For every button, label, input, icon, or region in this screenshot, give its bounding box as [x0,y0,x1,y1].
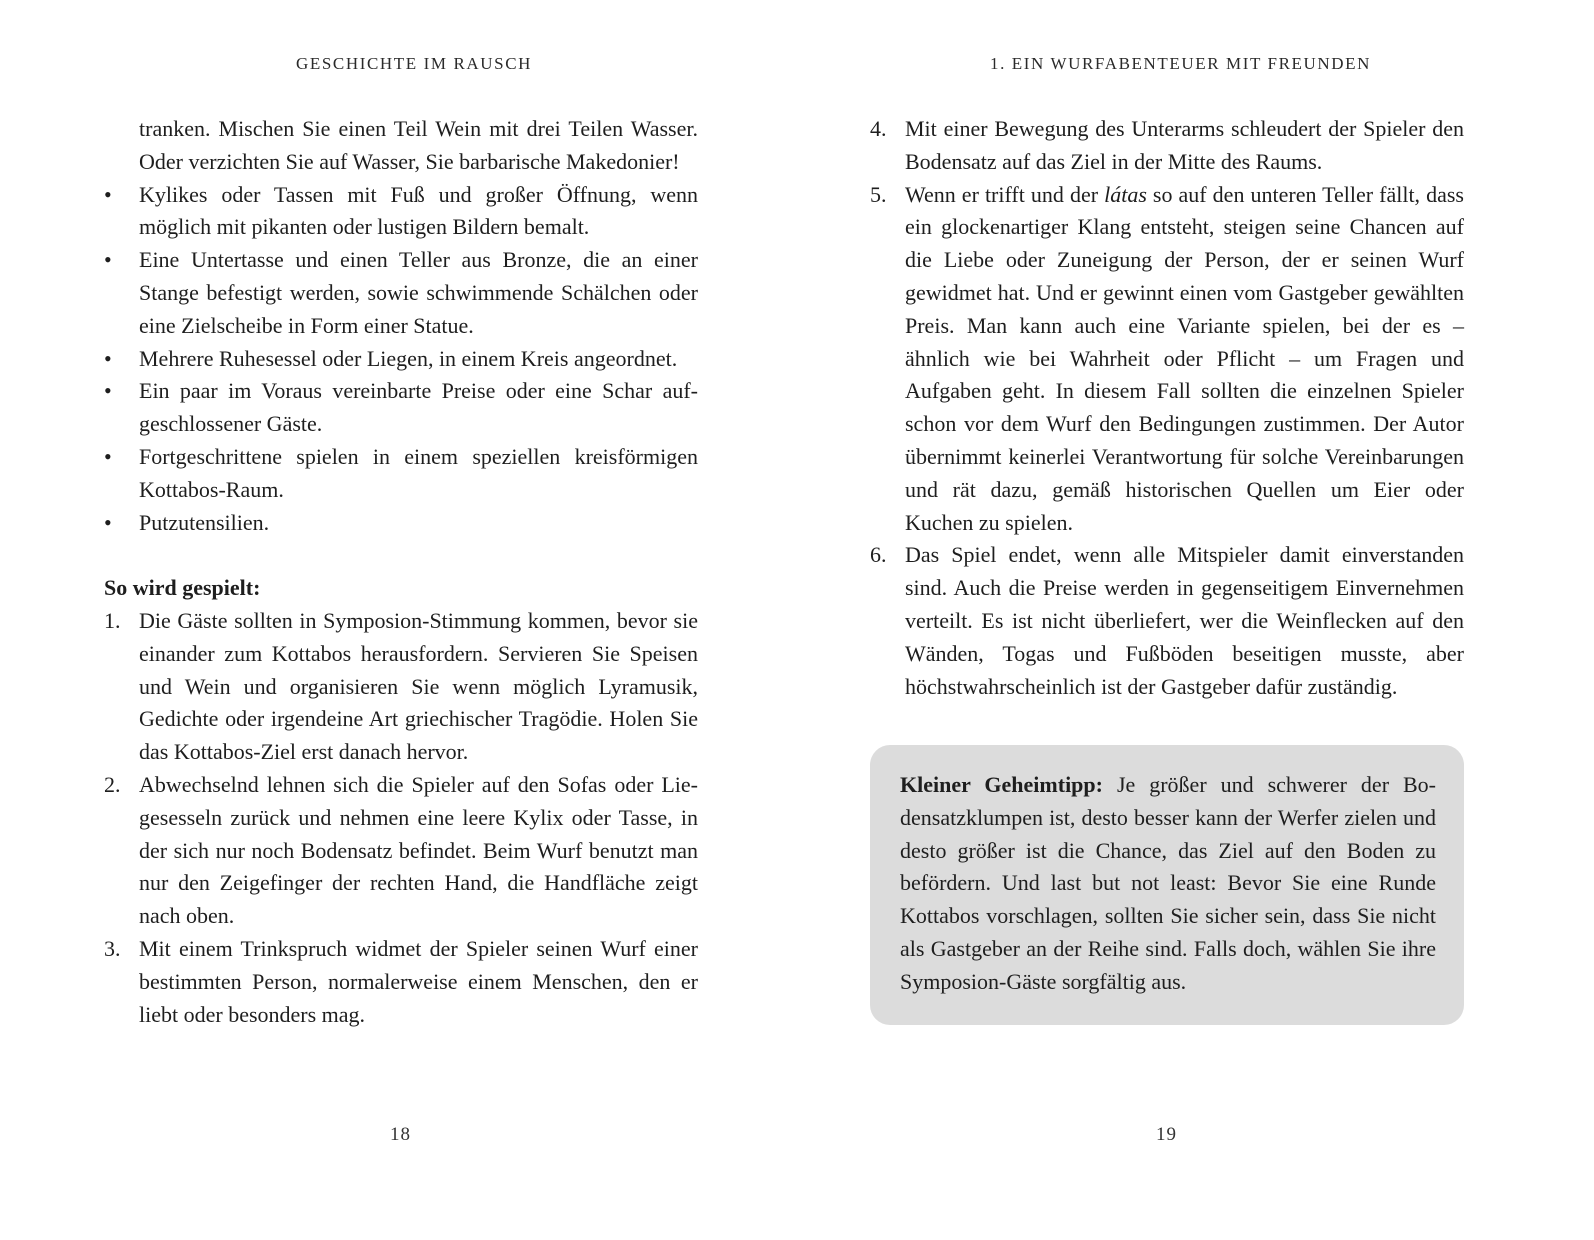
step-text: Abwechselnd lehnen sich die Spieler auf den Sofas oder Liegesesseln zurück und nehmen eine leere Kylix oder Tasse, in der sich nur noch Bodensatz befindet. Beim Wurf benutzt man nur den Zeigefinger der rechten Hand, die Handfläche zeigt nach oben. [139,771,698,929]
step-number: 2. [104,771,121,797]
step-text: Mit einem Trinkspruch widmet der Spieler seinen Wurf einer bestimmten Person, normalerweise einem Menschen, den er liebt oder besonders mag. [139,935,698,1027]
step-item [870,113,1464,179]
list-item [104,244,698,342]
step-number: 6. [870,542,887,568]
list-item [104,179,698,245]
step-text: Mit einer Bewegung des Unterarms schleudert der Spieler den Bodensatz auf das Ziel in der Mitte des Raums. [905,116,1464,174]
bullet-marker: • [104,345,112,371]
step-item [870,179,1464,540]
running-head: 1. EIN WURFABENTEUER MIT FREUNDEN [990,54,1371,73]
tip-label: Kleiner Geheimtipp: [900,772,1103,797]
bullet-marker: • [104,509,112,535]
step-item [104,769,698,933]
list-item [104,375,698,441]
list-item-text: Eine Untertasse und einen Teller aus Bronze, die an einer Stange befestigt werden, sowie schwimmende Schälchen oder eine Zielscheibe in Form einer Statue. [139,247,698,338]
page-number: 19 [1156,1124,1177,1145]
step-item [104,605,698,769]
steps-list-continued [870,113,1464,703]
section-heading: So wird gespielt: [104,575,261,601]
right-page [797,0,1594,1240]
page-number: 18 [390,1124,411,1145]
bullet-marker: • [104,247,112,273]
list-item-text: Mehrere Ruhesessel oder Liegen, in einem Kreis angeordnet. [139,345,678,371]
bullet-marker: • [104,378,112,404]
list-item-text: Putzutensilien. [139,509,270,535]
continuation-paragraph: tranken. Mischen Sie einen Teil Wein mit drei Teilen Wasser. Oder verzichten Sie auf Wasser, Sie barbarische Makedonier! [139,116,698,174]
steps-list [104,605,698,1031]
step-text: Die Gäste sollten in Symposion-Stimmung kommen, bevor sie einander zum Kottabos herausfordern. Servieren Sie Speisen und Wein und organisieren Sie wenn möglich Lyramusik, Gedichte oder irgendeine Art griechischer Tragödie. Holen Sie das Kottabos-Ziel erst danach hervor. [139,607,698,765]
step-item [870,539,1464,703]
step-text-after: so auf den unteren Teller fällt, dass ein glockenartiger Klang entsteht, steigen seine Chancen auf die Liebe oder Zuneigung der Person, der er seinen Wurf gewidmet hat. Und er gewinnt einen vom Gastgeber gewählten Preis. Man kann auch eine Variante spielen, bei der es – ähnlich wie bei Wahrheit oder Pflicht – um Fragen und Aufgaben geht. In diesem Fall sollten die einzelnen Spieler schon vor dem Wurf den Bedingungen zustimmen. Der Autor übernimmt keinerlei Verantwortung für solche Vereinbarungen und rät dazu, gemäß historischen Quellen um Eier oder Kuchen zu spielen. [905,181,1464,535]
right-page-content [870,113,1464,703]
step-number: 3. [104,935,121,961]
list-item [104,343,698,376]
list-item [104,507,698,540]
tip-text: Je größer und schwerer der Bodensatzklumpen ist, desto besser kann der Werfer zielen und desto größer ist die Chance, das Ziel auf den Boden zu befördern. Und last but not least: Bevor Sie eine Runde Kottabos vorschlagen, sollten Sie sicher sein, dass Sie nicht als Gastgeber an der Reihe sind. Falls doch, wählen Sie ihre Symposion-Gäste sorgfältig aus. [900,772,1436,994]
bullet-marker: • [104,181,112,207]
list-item-text: Fortgeschrittene spielen in einem speziellen kreisförmigen Kottabos-Raum. [139,443,698,502]
step-text: Das Spiel endet, wenn alle Mitspieler damit einverstanden sind. Auch die Preise werden in gegenseitigem Einvernehmen verteilt. Es ist nicht überliefert, wer die Weinflecken auf den Wänden, Togas und Fußböden beseitigen musste, aber höchstwahrscheinlich ist der Gastgeber dafür zuständig. [905,542,1464,699]
step-number: 1. [104,607,121,633]
tip-box [870,745,1464,1025]
step-item [104,933,698,1031]
list-item [104,441,698,507]
list-item-text: Ein paar im Voraus vereinbarte Preise oder eine Schar aufgeschlossener Gäste. [139,378,698,437]
left-page-content [104,113,698,1031]
bullet-marker: • [104,443,112,469]
materials-list [104,179,698,540]
step-number: 5. [870,181,887,207]
italic-term: látas [1104,181,1147,207]
step-text-before: Wenn er trifft und der [905,181,1105,207]
running-head: GESCHICHTE IM RAUSCH [296,54,533,73]
step-number: 4. [870,116,887,141]
list-item-text: Kylikes oder Tassen mit Fuß und großer Öffnung, wenn möglich mit pikanten oder lustigen Bildern bemalt. [139,181,698,240]
